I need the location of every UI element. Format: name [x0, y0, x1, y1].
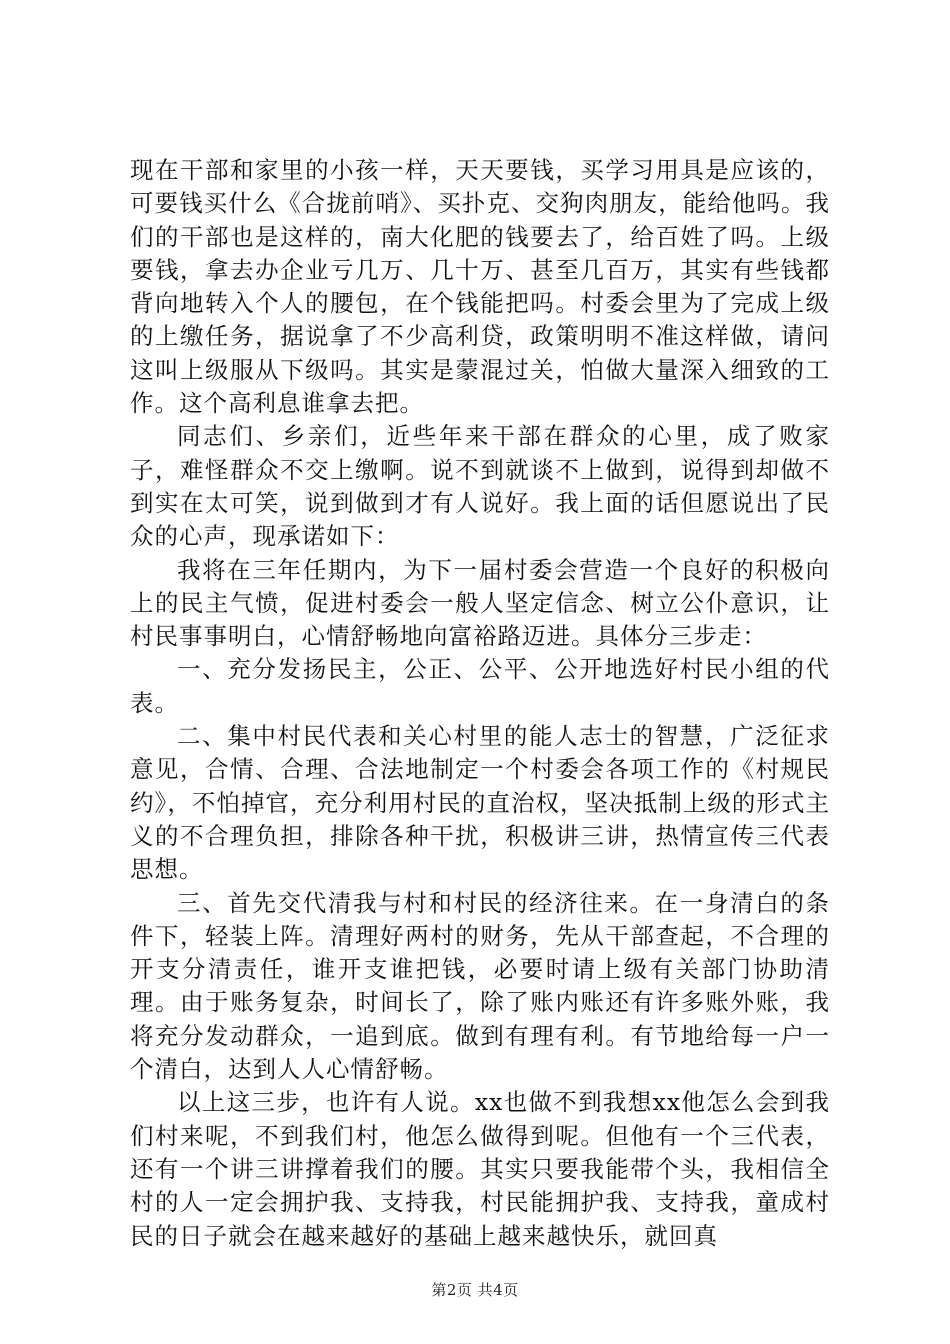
paragraph-1: 现在干部和家里的小孩一样，天天要钱，买学习用具是应该的，可要钱买什么《合拢前哨》、买扑克、交狗肉朋友，能给他吗。我们的干部也是这样的，南大化肥的钱要去了，给百姓了吗。上级要钱，拿去办企业亏几万、几十万、甚至几百万，其实有些钱都背向地转入个人的腰包，在个钱能把吗。村委会里为了完成上级的上缴任务，据说拿了不少高利贷，政策明明不准这样做，请问这叫上级服从下级吗。其实是蒙混过关，怕做大量深入细致的工作。这个高利息谁拿去把。	[130, 156, 830, 418]
paragraph-5: 二、集中村民代表和关心村里的能人志士的智慧，广泛征求意见，合情、合理、合法地制定一个村委会各项工作的《村规民约》，不怕掉官，充分利用村民的直治权，坚决抵制上级的形式主义的不合理负担，排除各种干扰，积极讲三讲，热情宣传三代表思想。	[130, 722, 830, 884]
paragraph-7: 以上这三步，也许有人说。xx也做不到我想xx他怎么会到我们村来呢，不到我们村，他怎么做得到呢。但他有一个三代表，还有一个讲三讲撑着我们的腰。其实只要我能带个头，我相信全村的人一定会拥护我、支持我，村民能拥护我、支持我，童成村民的日子就会在越来越好的基础上越来越快乐，就回真	[130, 1088, 830, 1250]
page-number-footer: 第2页 共4页	[431, 1281, 519, 1299]
document-body	[130, 154, 830, 1253]
paragraph-2: 同志们、乡亲们，近些年来干部在群众的心里，成了败家子，难怪群众不交上缴啊。说不到就谈不上做到，说得到却做不到实在太可笑，说到做到才有人说好。我上面的话但愿说出了民众的心声，现承诺如下：	[130, 422, 830, 551]
paragraph-6: 三、首先交代清我与村和村民的经济往来。在一身清白的条件下，轻装上阵。清理好两村的财务，先从干部查起，不合理的开支分清责任，谁开支谁把钱，必要时请上级有关部门协助清理。由于账务复杂，时间长了，除了账内账还有许多账外账，我将充分发动群众，一追到底。做到有理有利。有节地给每一户一个清白，达到人人心情舒畅。	[130, 888, 830, 1084]
paragraph-4: 一、充分发扬民主，公正、公平、公开地选好村民小组的代表。	[130, 655, 830, 717]
paragraph-3: 我将在三年任期内，为下一届村委会营造一个良好的积极向上的民主气愤，促进村委会一般人坚定信念、树立公仆意识，让村民事事明白，心情舒畅地向富裕路迈进。具体分三步走：	[130, 555, 830, 651]
